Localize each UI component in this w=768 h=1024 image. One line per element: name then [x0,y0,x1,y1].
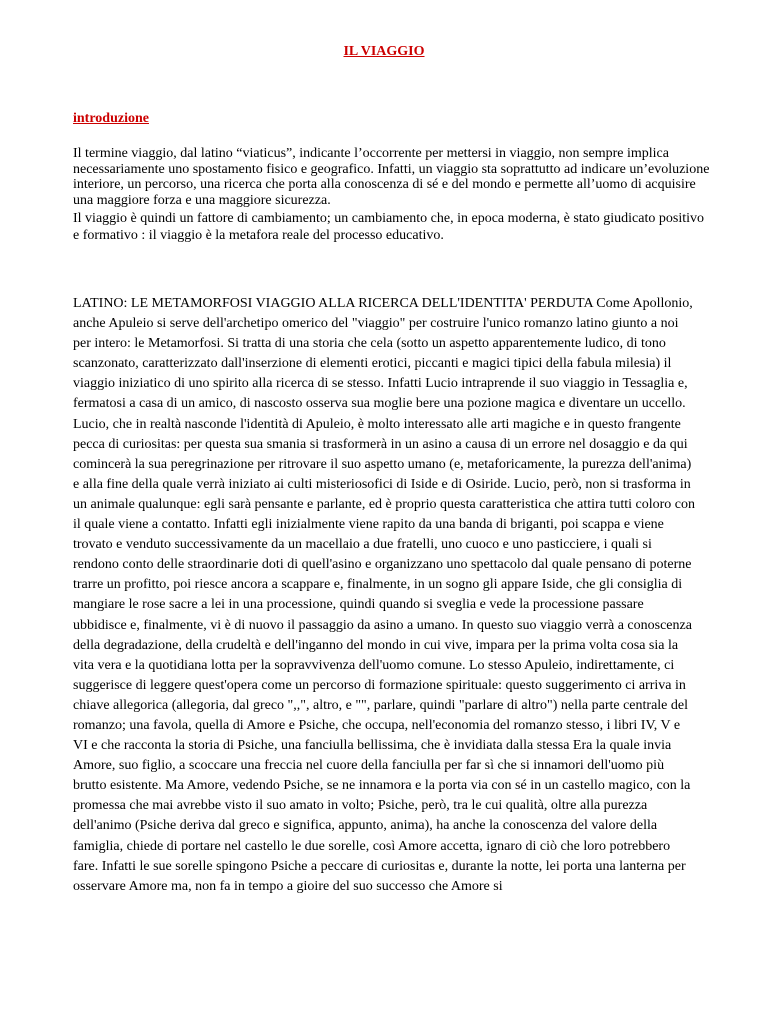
section-heading-introduzione: introduzione [73,111,149,126]
intro-paragraph-1: Il termine viaggio, dal latino “viaticus”, indicante l’occorrente per mettersi in viaggio, non sempre implica necessariamente uno spostamento fisico e geografico. Infatti, un viaggio sta soprattutto ad indicare un’evoluzione interiore, un percorso, una ricerca che porta alla conoscenza di sé e del mondo e permette all’uomo di acquisire una maggiore forza e una maggiore sicurezza. [73,146,710,208]
document-title: IL VIAGGIO [343,44,425,59]
body-paragraph-metamorfosi: LATINO: LE METAMORFOSI VIAGGIO ALLA RICERCA DELL'IDENTITA' PERDUTA Come Apollonio, anche Apuleio si serve dell'archetipo omerico del "viaggio" per costruire l'unico romanzo latino giunto a noi per intero: le Metamorfosi. Si tratta di una storia che cela (sotto un aspetto apparentemente ludico, di tono scanzonato, caratterizzato dall'inserzione di elementi erotici, piccanti e magici tipici della fabula milesia) il viaggio iniziatico di uno spirito alla ricerca di se stesso. Infatti Lucio intraprende il suo viaggio in Tessaglia e, fermatosi a casa di un amico, di nascosto osserva sua moglie bere una pozione magica e diventare un uccello. Lucio, che in realtà nasconde l'identità di Apuleio, è molto interessato alle arti magiche e in questo frangente pecca di curiositas: per questa sua smania si trasformerà in un asino a causa di un errore nel dosaggio e da qui comincerà la sua peregrinazione per ritrovare il suo aspetto umano (e, metaforicamente, la purezza dell'anima) e alla fine della quale verrà iniziato ai culti misteriosofici di Iside e di Osiride. Lucio, però, non si trasforma in un animale qualunque: egli sarà pensante e parlante, ed è proprio questa caratteristica che attira tutti coloro con il quale viene a contatto. Infatti egli inizialmente viene rapito da una banda di briganti, poi scappa e viene trovato e venduto successivamente da un macellaio a due fratelli, uno cuoco e uno pasticciere, i quali si rendono conto delle straordinarie doti di quell'asino e organizzano uno spettacolo dal quale pensano di poterne trarre un profitto, poi riesce ancora a scappare e, finalmente, in un sogno gli appare Iside, che gli consiglia di mangiare le rose sacre a lei in una processione, quindi quando si sveglia e vede la processione passare ubbidisce e, finalmente, vi è di nuovo il passaggio da asino a umano. In questo suo viaggio verrà a conoscenza della degradazione, della crudeltà e dell'inganno del mondo in cui vive, impara per la prima volta cosa sia la vita vera e la quotidiana lotta per la sopravvivenza dell'uomo comune. Lo stesso Apuleio, indirettamente, ci suggerisce di leggere quest'opera come un percorso di formazione spirituale: questo suggerimento ci arriva in chiave allegorica (allegoria, dal greco ",,", altro, e "", parlare, quindi "parlare di altro") nella parte centrale del romanzo; una favola, quella di Amore e Psiche, che occupa, nell'economia del romanzo stesso, i libri IV, V e VI e che racconta la storia di Psiche, una fanciulla bellissima, che è invidiata dalla stessa Era la quale invia Amore, suo figlio, a scoccare una freccia nel cuore della fanciulla per far sì che si innamori dell'uomo più brutto esistente. Ma Amore, vedendo Psiche, se ne innamora e la porta via con sé in un castello magico, con la promessa che mai avrebbe visto il suo amato in volto; Psiche, però, tra le cui qualità, oltre alla purezza dell'animo (Psiche deriva dal greco e significa, appunto, anima), ha anche la conoscenza del valore della famiglia, chiede di portare nel castello le due sorelle, così Amore accetta, ignaro di ciò che loro potrebbero fare. Infatti le sue sorelle spingono Psiche a peccare di curiositas e, durante la notte, lei porta una lanterna per osservare Amore ma, non fa in tempo a gioire del suo successo che Amore si [73,296,695,894]
intro-paragraph-2: Il viaggio è quindi un fattore di cambiamento; un cambiamento che, in epoca moderna, è stato giudicato positivo e formativo : il viaggio è la metafora reale del processo educativo. [73,211,704,244]
introduction-section [73,146,713,244]
